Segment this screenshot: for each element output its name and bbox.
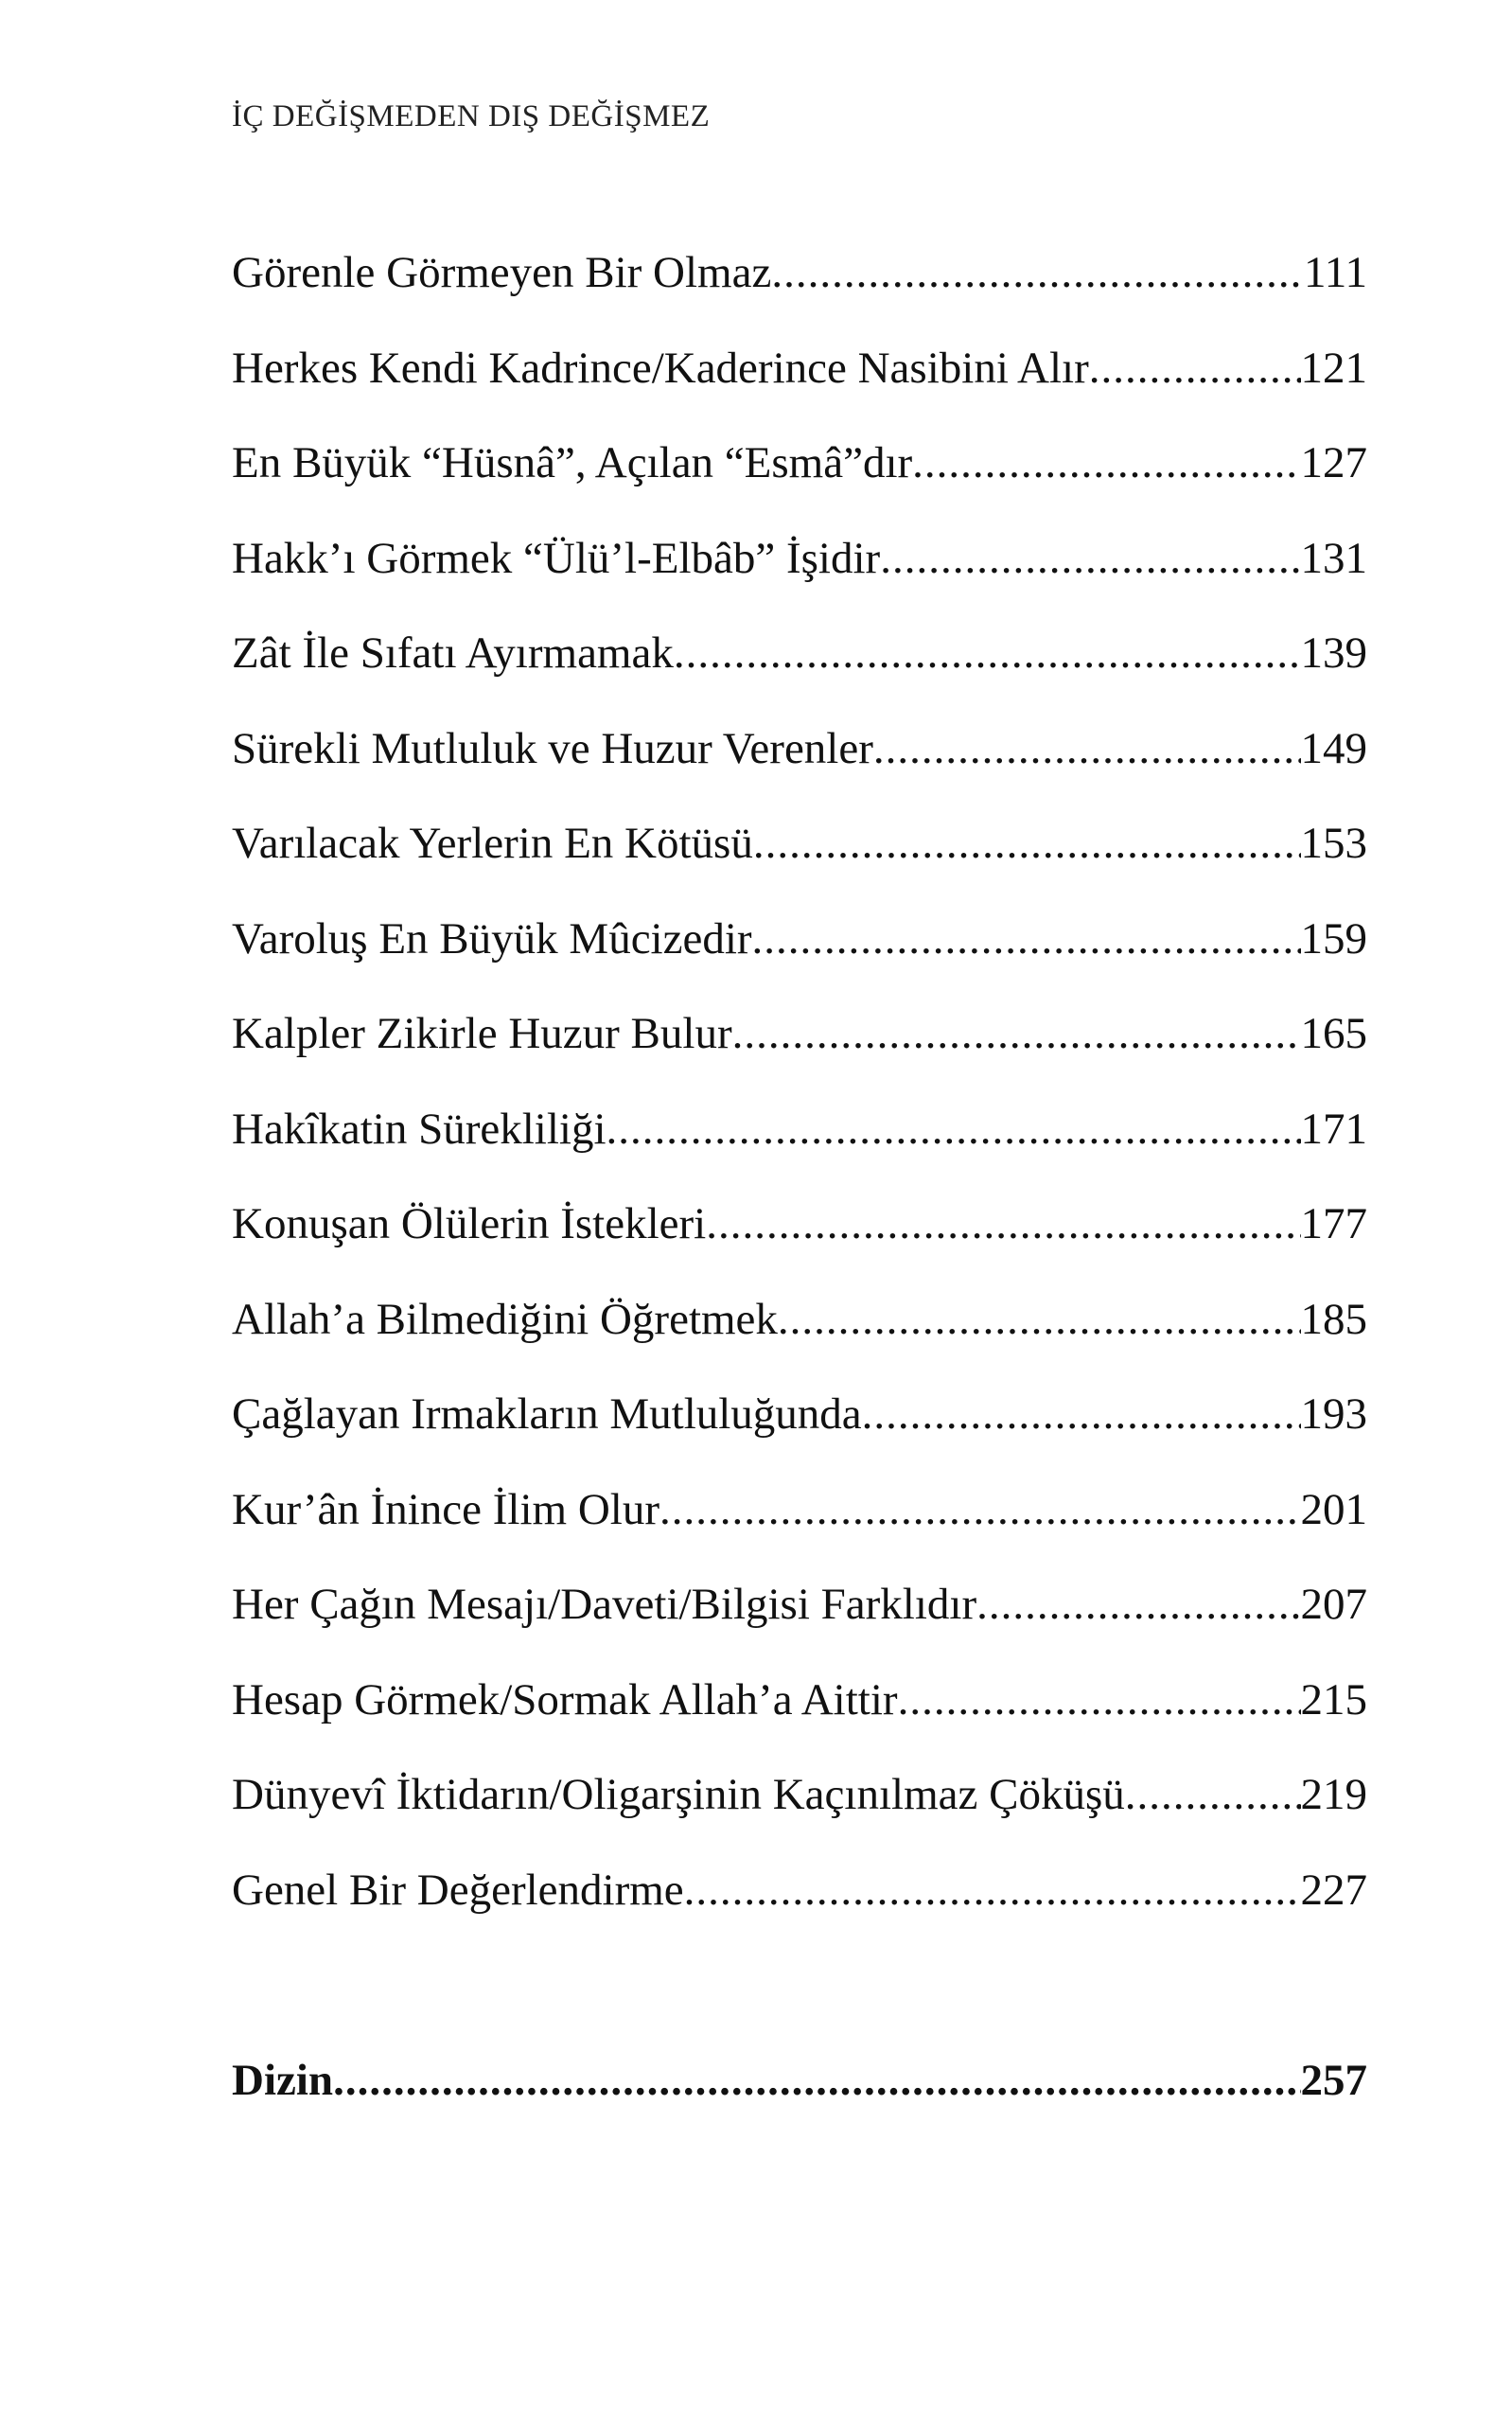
dot-leader bbox=[607, 1107, 1301, 1152]
toc-entry-index[interactable] bbox=[232, 2056, 1367, 2154]
dot-leader bbox=[862, 1392, 1301, 1437]
toc-entry[interactable] bbox=[232, 819, 1367, 917]
toc-entry-page: 177 bbox=[1300, 1199, 1367, 1248]
toc-entry-page: 215 bbox=[1300, 1674, 1367, 1724]
toc-entry-title: Sürekli Mutluluk ve Huzur Verenler bbox=[232, 723, 873, 773]
toc-entry-page: 171 bbox=[1300, 1104, 1367, 1154]
toc-entry-page: 257 bbox=[1300, 2056, 1367, 2105]
toc-entry[interactable] bbox=[232, 1865, 1367, 1964]
toc-entry-title: Hakk’ı Görmek “Ülü’l-Elbâb” İşidir bbox=[232, 533, 881, 583]
dot-leader bbox=[1125, 1773, 1301, 1817]
toc-entry-title: Dünyevî İktidarın/Oligarşinin Kaçınılmaz Çöküşü bbox=[232, 1770, 1125, 1819]
toc-entry[interactable] bbox=[232, 533, 1367, 632]
dot-leader bbox=[753, 822, 1301, 866]
dot-leader bbox=[732, 1012, 1301, 1056]
toc-entry-page: 207 bbox=[1300, 1580, 1367, 1629]
dot-leader bbox=[752, 917, 1301, 962]
toc-entry-page: 185 bbox=[1300, 1294, 1367, 1344]
toc-entry-title: Her Çağın Mesajı/Daveti/Bilgisi Farklıdır bbox=[232, 1580, 977, 1629]
toc-entry-title: Hakîkatin Sürekliliği bbox=[232, 1104, 607, 1154]
toc-entry-page: 149 bbox=[1300, 723, 1367, 773]
toc-entry-title: Zât İle Sıfatı Ayırmamak bbox=[232, 628, 674, 678]
toc-entry-title: Kur’ân İnince İlim Olur bbox=[232, 1484, 660, 1534]
toc-entry-title: En Büyük “Hüsnâ”, Açılan “Esmâ”dır bbox=[232, 438, 913, 487]
table-of-contents bbox=[232, 248, 1367, 1963]
dot-leader bbox=[771, 251, 1304, 295]
toc-entry-page: 139 bbox=[1300, 628, 1367, 678]
toc-entry-title: Konuşan Ölülerin İstekleri bbox=[232, 1199, 707, 1248]
dot-leader bbox=[898, 1678, 1301, 1723]
toc-entry[interactable] bbox=[232, 1199, 1367, 1298]
toc-entry-page: 111 bbox=[1303, 248, 1367, 297]
toc-entry-title: Kalpler Zikirle Huzur Bulur bbox=[232, 1009, 732, 1058]
toc-entry-title: Herkes Kendi Kadrince/Kaderince Nasibini Alır bbox=[232, 343, 1089, 393]
toc-entry[interactable] bbox=[232, 1104, 1367, 1203]
dot-leader bbox=[976, 1583, 1300, 1627]
toc-entry-title: Hesap Görmek/Sormak Allah’a Aittir bbox=[232, 1674, 898, 1724]
toc-entry-page: 227 bbox=[1300, 1865, 1367, 1915]
toc-entry-title: Varoluş En Büyük Mûcizedir bbox=[232, 913, 752, 964]
toc-entry[interactable] bbox=[232, 1580, 1367, 1678]
toc-entry-page: 121 bbox=[1300, 343, 1367, 393]
dot-leader bbox=[659, 1488, 1300, 1532]
toc-entry-page: 165 bbox=[1300, 1009, 1367, 1058]
toc-entry[interactable] bbox=[232, 1484, 1367, 1583]
toc-entry-page: 219 bbox=[1300, 1770, 1367, 1819]
toc-entry-page: 159 bbox=[1300, 913, 1367, 964]
dot-leader bbox=[873, 727, 1301, 771]
toc-entry[interactable] bbox=[232, 1674, 1367, 1774]
dot-leader bbox=[912, 441, 1300, 486]
dot-leader bbox=[880, 537, 1300, 581]
toc-entry-title: Dizin bbox=[232, 2056, 334, 2105]
dot-leader bbox=[1089, 346, 1301, 391]
toc-entry-page: 201 bbox=[1300, 1484, 1367, 1534]
toc-entry-title: Görenle Görmeyen Bir Olmaz bbox=[232, 248, 772, 297]
toc-entry-page: 193 bbox=[1300, 1389, 1367, 1439]
toc-entry-title: Çağlayan Irmakların Mutluluğunda bbox=[232, 1389, 862, 1439]
toc-entry[interactable] bbox=[232, 248, 1367, 346]
toc-entry[interactable] bbox=[232, 343, 1367, 442]
toc-entry[interactable] bbox=[232, 1389, 1367, 1488]
toc-entry-page: 131 bbox=[1300, 533, 1367, 583]
toc-entry[interactable] bbox=[232, 628, 1367, 727]
toc-entry[interactable] bbox=[232, 438, 1367, 537]
dot-leader bbox=[706, 1202, 1300, 1247]
toc-entry[interactable] bbox=[232, 1294, 1367, 1393]
toc-entry[interactable] bbox=[232, 1009, 1367, 1107]
dot-leader bbox=[333, 2059, 1300, 2103]
toc-entry[interactable] bbox=[232, 723, 1367, 822]
toc-entry-title: Allah’a Bilmediğini Öğretmek bbox=[232, 1294, 778, 1344]
dot-leader bbox=[674, 631, 1301, 676]
toc-entry[interactable] bbox=[232, 913, 1367, 1013]
toc-entry-page: 153 bbox=[1300, 819, 1367, 868]
toc-entry-page: 127 bbox=[1300, 438, 1367, 487]
toc-entry-title: Varılacak Yerlerin En Kötüsü bbox=[232, 819, 753, 868]
running-header: İÇ DEĞİŞMEDEN DIŞ DEĞİŞMEZ bbox=[232, 99, 711, 133]
dot-leader bbox=[684, 1868, 1301, 1913]
dot-leader bbox=[778, 1298, 1301, 1342]
toc-entry[interactable] bbox=[232, 1770, 1367, 1868]
toc-entry-title: Genel Bir Değerlendirme bbox=[232, 1865, 684, 1915]
